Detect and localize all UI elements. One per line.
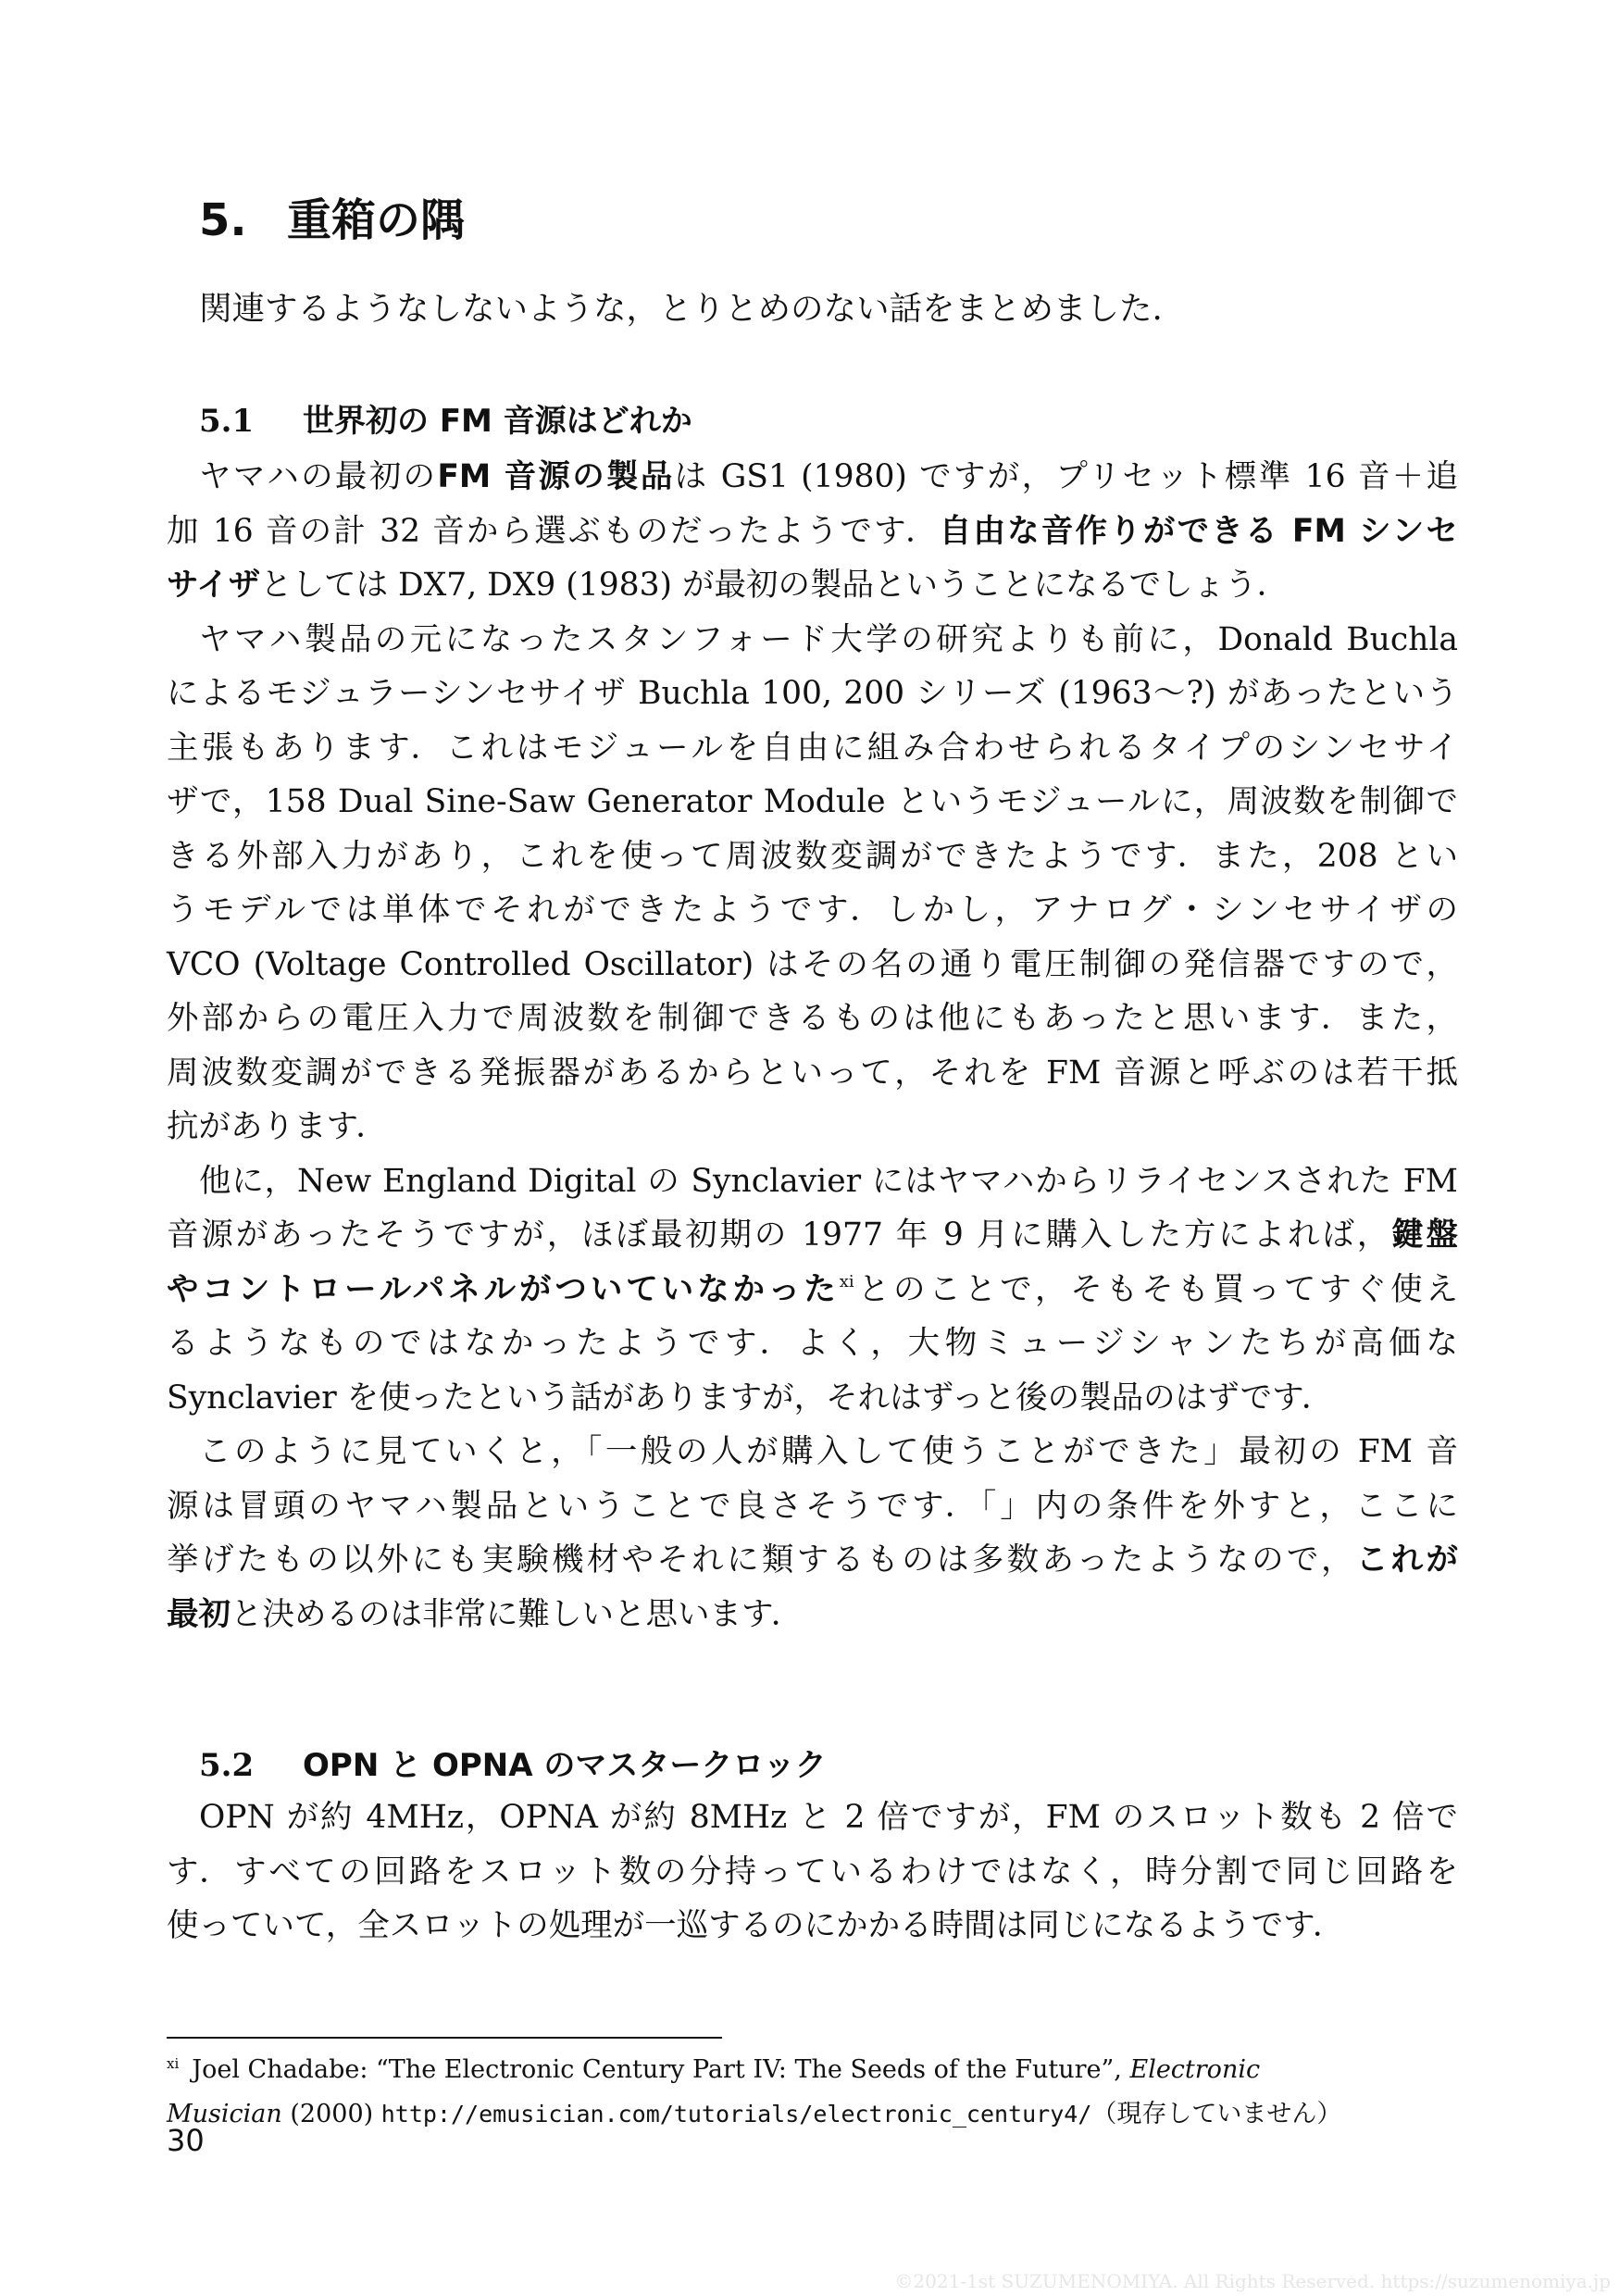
chapter-intro: 関連するようなしないような，とりとめのない話をまとめました.: [199, 290, 1163, 328]
text-line: 抗があります．: [167, 1108, 388, 1145]
footnote-year: (2000): [290, 2100, 374, 2128]
text-line: [167, 558, 1458, 613]
text-line: [167, 450, 1458, 505]
section-5-2-body: [167, 1791, 1458, 1953]
section-title: OPN と OPNA のマスタークロック: [303, 1747, 827, 1784]
text-line: 源は冒頭のヤマハ製品ということで良さそうです．「」内の条件を外すと，ここに: [167, 1487, 1458, 1525]
bold-text: FM 音源の製品: [437, 458, 675, 495]
text-line: るようなものではなかったようです．よく，大物ミュージシャンたちが高価な: [167, 1325, 1458, 1362]
text-line: [167, 1263, 1458, 1317]
text-line: ヤマハ製品の元になったスタンフォード大学の研究よりも前に，Donald Buchla: [199, 620, 1458, 658]
chapter-title: 重箱の隅: [287, 194, 466, 246]
bold-text: やコントロールパネルがついていなかった: [167, 1270, 840, 1308]
text-line: ザで，158 Dual Sine-Saw Generator Module というモジュールに，周波数を制御で: [167, 783, 1458, 820]
text-line: によるモジュラーシンセサイザ Buchla 100, 200 シリーズ (1963〜?) があったという: [167, 675, 1458, 712]
section-title: 世界初の FM 音源はどれか: [303, 403, 692, 440]
text-line: す．すべての回路をスロット数の分持っているわけではなく，時分割で同じ回路を: [167, 1853, 1458, 1890]
section-number: 5.1: [199, 403, 255, 440]
text-run: と決めるのは非常に難しいと思います．: [231, 1595, 804, 1633]
footnote-line: [167, 2092, 1463, 2137]
chapter-heading: [199, 193, 465, 248]
footnote-line: [167, 2048, 1463, 2092]
text-run: とのことで，そもそも買ってすぐ使え: [854, 1270, 1458, 1308]
text-line: 外部からの電圧入力で周波数を制御できるものは他にもあったと思います．また，: [167, 1000, 1458, 1037]
section-heading-5-1: [199, 398, 692, 444]
copyright-notice: ©2021-1st SUZUMENOMIYA. All Rights Reserved. https://suzumenomiya.jp: [894, 2270, 1611, 2292]
chapter-number: 5.: [199, 194, 247, 246]
paragraph: [167, 1425, 1458, 1641]
bold-text: 鍵盤: [1391, 1217, 1458, 1254]
bold-text: これが: [1355, 1541, 1458, 1578]
text-run: は GS1 (1980) ですが，プリセット標準 16 音＋追: [674, 458, 1458, 495]
text-line: [167, 1533, 1458, 1588]
text-line: [167, 1208, 1458, 1263]
footnote-author: Joel Chadabe: “The Electronic Century Part IV: The Seeds of the Future”,: [192, 2055, 1122, 2084]
text-line: [167, 1588, 1458, 1642]
text-line: きる外部入力があり，これを使って周波数変調ができたようです．また，208 とい: [167, 837, 1458, 875]
text-line: OPN が約 4MHz，OPNA が約 8MHz と 2 倍ですが，FM のスロット数も 2 倍で: [199, 1799, 1458, 1836]
bold-text: 自由な音作りができる FM シンセ: [939, 512, 1458, 550]
paragraph: [167, 613, 1458, 1154]
bold-text: サイザ: [167, 567, 261, 604]
section-heading-5-2: [199, 1742, 827, 1789]
paragraph: [167, 1154, 1458, 1426]
page-number: 30: [167, 2123, 205, 2158]
text-run: としては DX7, DX9 (1983) が最初の製品ということになるでしょう．: [260, 567, 1290, 604]
text-line: 主張もあります．これはモジュールを自由に組み合わせられるタイプのシンセサイ: [167, 729, 1458, 767]
footnote-note: （現存していません）: [1091, 2100, 1342, 2128]
text-line: [167, 505, 1458, 559]
footnote-journal: Musician: [167, 2100, 282, 2128]
text-line: VCO (Voltage Controlled Oscillator) はその名の通り電圧制御の発信器ですので，: [167, 945, 1458, 983]
footnote-mark: xi: [167, 2055, 180, 2072]
text-line: 他に，New England Digital の Synclavier にはヤマハからリライセンスされた FM: [199, 1162, 1458, 1200]
text-line: うモデルでは単体でそれができたようです．しかし，アナログ・シンセサイザの: [167, 892, 1458, 929]
text-line: このように見ていくと，「一般の人が購入して使うことができた」最初の FM 音: [199, 1433, 1458, 1470]
text-line: Synclavier を使ったという話がありますが，それはずっと後の製品のはずです．: [167, 1379, 1334, 1416]
paragraph: [167, 450, 1458, 613]
footnote-divider: [167, 2037, 722, 2039]
text-line: 使っていて，全スロットの処理が一巡するのにかかる時間は同じになるようです．: [167, 1907, 1345, 1944]
section-5-1-body: [167, 450, 1458, 1641]
text-run: 挙げたもの以外にも実験機材やそれに類するものは多数あったようなので，: [167, 1541, 1356, 1578]
bold-text: 最初: [167, 1595, 231, 1633]
footnote-journal: Electronic: [1129, 2055, 1261, 2084]
text-run: 加 16 音の計 32 音から選ぶものだったようです．: [167, 512, 940, 550]
footnote: [167, 2048, 1463, 2137]
paragraph: [167, 1791, 1458, 1953]
footnote-url-link[interactable]: http://emusician.com/tutorials/electronic_century4/: [380, 2101, 1092, 2128]
section-number: 5.2: [199, 1747, 255, 1784]
text-run: ヤマハの最初の: [199, 458, 438, 495]
text-run: 音源があったそうですが，ほぼ最初期の 1977 年 9 月に購入した方によれば，: [167, 1217, 1392, 1254]
text-line: 周波数変調ができる発振器があるからといって，それを FM 音源と呼ぶのは若干抵: [167, 1054, 1458, 1092]
footnote-reference[interactable]: xi: [839, 1271, 854, 1292]
